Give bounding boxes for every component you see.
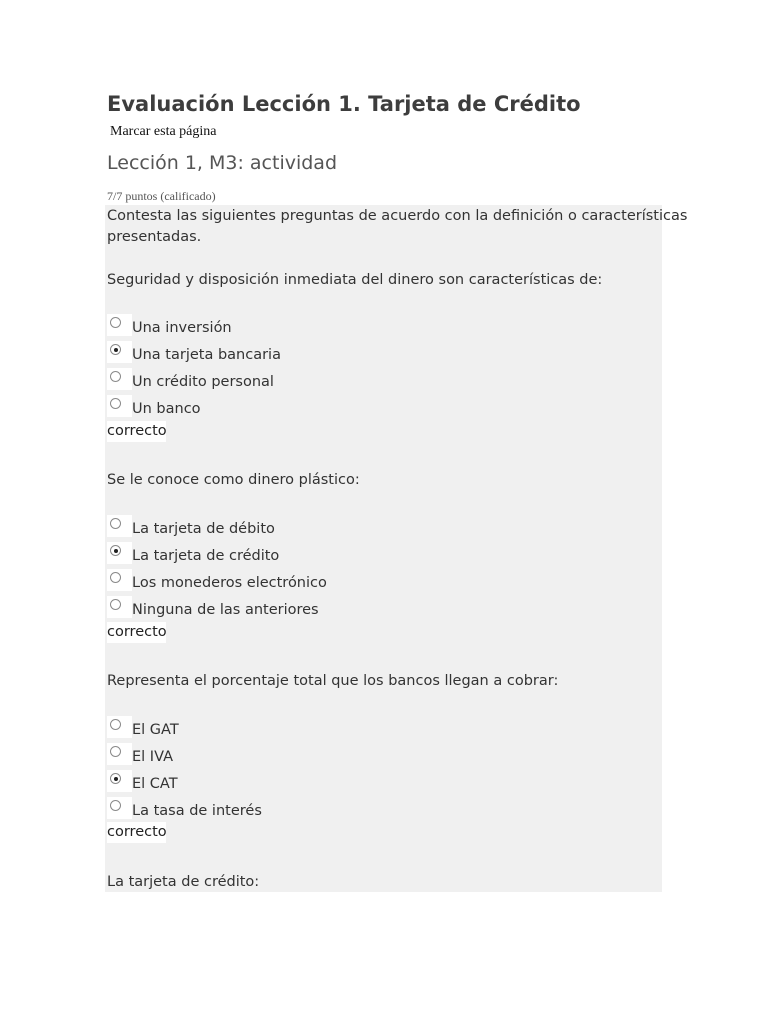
question-4-prompt: La tarjeta de crédito: — [107, 874, 260, 890]
radio-q3-option-2[interactable] — [107, 743, 132, 765]
radio-circle-icon — [110, 773, 121, 784]
radio-circle-icon — [110, 344, 121, 355]
q2-option-3-label[interactable]: Los monederos electrónico — [132, 575, 327, 591]
bookmark-link[interactable]: Marcar esta página — [110, 124, 217, 139]
radio-q1-option-1[interactable] — [107, 314, 132, 336]
q1-status-label: correcto — [107, 421, 166, 442]
radio-q1-option-4[interactable] — [107, 395, 132, 417]
q1-option-3-label[interactable]: Un crédito personal — [132, 374, 274, 390]
radio-q2-option-4[interactable] — [107, 596, 132, 618]
radio-q2-option-3[interactable] — [107, 569, 132, 591]
radio-circle-icon — [110, 719, 121, 730]
radio-q1-option-3[interactable] — [107, 368, 132, 390]
q3-option-2-label[interactable]: El IVA — [132, 749, 173, 765]
q2-option-4-label[interactable]: Ninguna de las anteriores — [132, 602, 319, 618]
q2-option-2-label[interactable]: La tarjeta de crédito — [132, 548, 280, 564]
radio-circle-icon — [110, 398, 121, 409]
q3-option-3-label[interactable]: El CAT — [132, 776, 178, 792]
points-label: 7/7 puntos (calificado) — [107, 189, 216, 203]
question-3-prompt: Representa el porcentaje total que los bancos llegan a cobrar: — [107, 673, 559, 689]
q2-option-1-label[interactable]: La tarjeta de débito — [132, 521, 275, 537]
radio-circle-icon — [110, 545, 121, 556]
radio-q3-option-3[interactable] — [107, 770, 132, 792]
radio-circle-icon — [110, 317, 121, 328]
radio-circle-icon — [110, 572, 121, 583]
radio-circle-icon — [110, 800, 121, 811]
q2-status-label: correcto — [107, 622, 166, 643]
radio-q3-option-1[interactable] — [107, 716, 132, 738]
instructions-line-1: Contesta las siguientes preguntas de acuerdo con la definición o características — [107, 208, 688, 224]
radio-q3-option-4[interactable] — [107, 797, 132, 819]
radio-circle-icon — [110, 599, 121, 610]
radio-q2-option-1[interactable] — [107, 515, 132, 537]
q1-option-1-label[interactable]: Una inversión — [132, 320, 232, 336]
radio-q2-option-2[interactable] — [107, 542, 132, 564]
page-title: Evaluación Lección 1. Tarjeta de Crédito — [107, 92, 581, 116]
q3-option-4-label[interactable]: La tasa de interés — [132, 803, 262, 819]
instructions-line-2: presentadas. — [107, 229, 202, 245]
radio-circle-icon — [110, 371, 121, 382]
q3-status-label: correcto — [107, 822, 166, 843]
radio-circle-icon — [110, 518, 121, 529]
question-1-prompt: Seguridad y disposición inmediata del dinero son características de: — [107, 272, 603, 288]
question-2-prompt: Se le conoce como dinero plástico: — [107, 472, 360, 488]
activity-subtitle: Lección 1, M3: actividad — [107, 152, 338, 174]
q1-option-4-label[interactable]: Un banco — [132, 401, 201, 417]
radio-q1-option-2[interactable] — [107, 341, 132, 363]
radio-circle-icon — [110, 746, 121, 757]
q1-option-2-label[interactable]: Una tarjeta bancaria — [132, 347, 281, 363]
q3-option-1-label[interactable]: El GAT — [132, 722, 179, 738]
